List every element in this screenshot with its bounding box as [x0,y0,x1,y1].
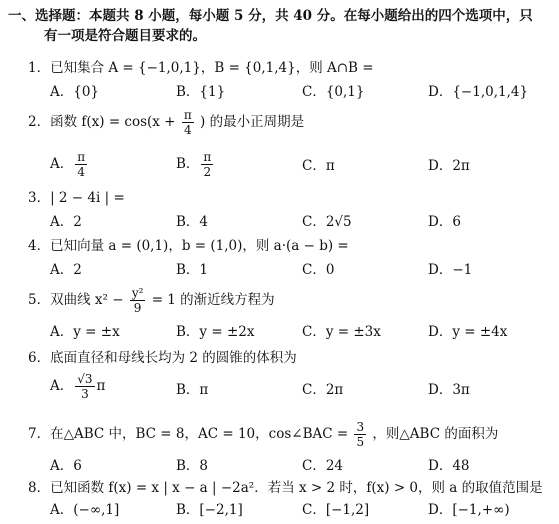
q8-option-c: C．[−1,2] [302,502,370,518]
question-1-options [50,82,550,104]
question-8-options [50,500,550,522]
question-5-options [50,322,550,344]
q5-option-b: B．y = ±2x [176,324,255,340]
q3-option-a: A．2 [50,214,82,230]
q2-option-d: D．2π [428,158,470,174]
question-7-stem [28,420,553,449]
q2-option-b: B． $\frac{\pi}{2}$ [176,150,212,179]
q7-frac-num: 3 [356,420,365,434]
q3-option-d: D．6 [428,214,461,230]
q7-stem-pre: 7．在△ABC 中，BC = 8，AC = 10，cos∠BAC = [28,426,349,442]
q7-frac-den: 5 [356,435,365,449]
question-2-options [50,150,550,184]
question-3-stem: 3．| 2 − 4i | = [28,190,125,206]
q6-option-b: B．π [176,382,209,398]
q2-option-c: C．π [302,158,335,174]
section-title [8,6,553,46]
q2-frac-den: 4 [183,123,192,137]
question-7-options [50,456,550,478]
q5-option-d: D．y = ±4x [428,324,508,340]
q2-stem-post: ) 的最小正周期是 [200,114,305,130]
q4-option-a: A．2 [50,262,82,278]
q1-option-c: C．{0,1} [302,84,365,100]
q7-option-c: C．24 [302,458,344,474]
q3-option-c: C．2√5 [302,214,352,230]
q5-option-a: A．y = ±x [50,324,120,340]
q2-stem-fraction [182,108,194,137]
q5-frac-den: 9 [133,301,142,315]
question-1-stem: 1．已知集合 A = {−1,0,1}，B = {0,1,4}，则 A∩B = [28,60,374,76]
q5-stem-fraction [130,286,146,315]
q5-frac-num: y² [131,286,144,300]
q7-option-d: D．48 [428,458,470,474]
q7-stem-post: ，则△ABC 的面积为 [372,426,499,442]
q8-option-a: A．(−∞,1] [50,502,120,518]
q2-stem-pre: 2．函数 f(x) = cos(x + [28,114,176,130]
section-title-line1: 一、选择题：本题共 8 小题，每小题 5 分，共 40 分。在每小题给出的四个选项中，只 [8,8,533,24]
question-4-stem: 4．已知向量 a = (0,1)，b = (1,0)，则 a·(a − b) = [28,238,349,254]
q6-option-c: C．2π [302,382,344,398]
q2-option-a: A． $\frac{\pi}{4}$ [50,150,86,179]
q6-option-d: D．3π [428,382,470,398]
q1-option-b: B．{1} [176,84,226,100]
question-6-options [50,372,550,412]
q7-option-a: A．6 [50,458,82,474]
q4-option-d: D．−1 [428,262,473,278]
question-3-options [50,212,550,234]
q1-option-a: A．{0} [50,84,100,100]
q3-option-b: B．4 [176,214,209,230]
q5-stem-post: = 1 的渐近线方程为 [151,292,275,308]
q6-option-a: A． $\frac{√3}{3}$ π [50,372,106,401]
q5-stem-pre: 5．双曲线 x² − [28,292,124,308]
q4-option-b: B．1 [176,262,209,278]
question-2-stem [28,108,553,137]
question-6-stem: 6．底面直径和母线长均为 2 的圆锥的体积为 [28,350,297,366]
q8-option-d: D．[−1,+∞) [428,502,510,518]
q7-option-b: B．8 [176,458,209,474]
question-8-stem: 8．已知函数 f(x) = x | x − a | −2a²．若当 x > 2 时，f(x) > 0，则 a 的取值范围是 [28,480,543,496]
q7-stem-fraction [354,420,366,449]
q4-option-c: C．0 [302,262,335,278]
q1-option-d: D．{−1,0,1,4} [428,84,529,100]
section-title-line2: 有一项是符合题目要求的。 [44,28,206,44]
q5-option-c: C．y = ±3x [302,324,381,340]
q8-option-b: B．[−2,1] [176,502,243,518]
question-5-stem [28,286,553,315]
question-4-options [50,260,550,282]
q2-frac-num: π [183,108,192,122]
